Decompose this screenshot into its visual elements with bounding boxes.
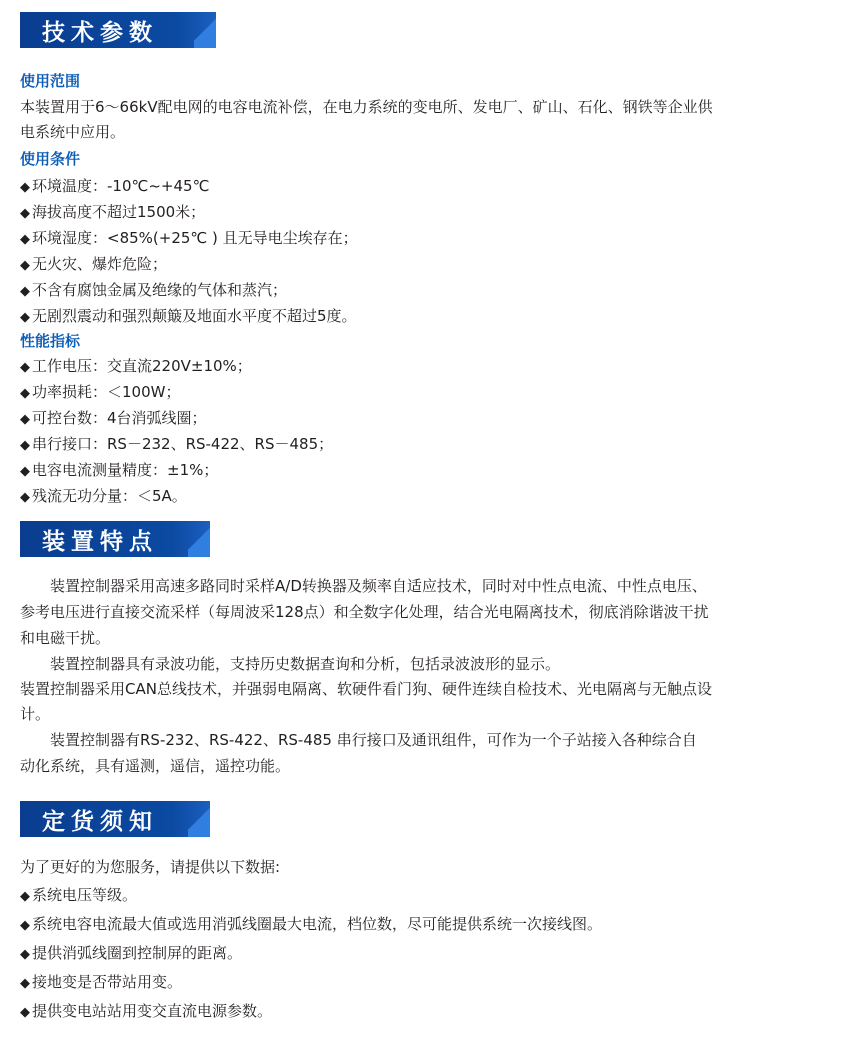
- features-p2: 装置控制器具有录波功能，支持历史数据查询和分析，包括录波波形的显示。: [20, 655, 561, 673]
- condition-item: ◆ 不含有腐蚀金属及绝缘的气体和蒸汽；: [20, 281, 288, 299]
- subheading-performance: 性能指标: [20, 332, 81, 350]
- section-title-order: 定货须知: [42, 808, 158, 835]
- performance-item: ◆ 串行接口：RS－232、RS-422、RS－485；: [20, 435, 334, 453]
- order-item: ◆ 系统电容电流最大值或选用消弧线圈最大电流，档位数，尽可能提供系统一次接线图。: [20, 915, 603, 933]
- diamond-icon: ◆: [20, 386, 30, 401]
- diamond-icon: ◆: [20, 206, 30, 221]
- performance-item: ◆ 功率损耗：＜100W；: [20, 383, 181, 401]
- features-p1-line3: 和电磁干扰。: [20, 629, 111, 647]
- order-item: ◆ 提供变电站站用变交直流电源参数。: [20, 1002, 273, 1020]
- features-p1-line1: 装置控制器采用高速多路同时采样A/D转换器及频率自适应技术，同时对中性点电流、中性点电压、: [20, 577, 707, 595]
- diamond-icon: ◆: [20, 490, 30, 505]
- diamond-icon: ◆: [20, 180, 30, 195]
- condition-item: ◆ 环境湿度：<85%(+25℃ ) 且无导电尘埃存在；: [20, 229, 358, 247]
- diamond-icon: ◆: [20, 258, 30, 273]
- diamond-icon: ◆: [20, 284, 30, 299]
- condition-item: ◆ 无火灾、爆炸危险；: [20, 255, 168, 273]
- diamond-icon: ◆: [20, 412, 30, 427]
- order-item: ◆ 接地变是否带站用变。: [20, 973, 183, 991]
- diamond-icon: ◆: [20, 438, 30, 453]
- features-p3-line2: 计。: [20, 705, 51, 723]
- condition-item: ◆ 海拔高度不超过1500米；: [20, 203, 206, 221]
- diamond-icon: ◆: [20, 464, 30, 479]
- diamond-icon: ◆: [20, 1005, 30, 1020]
- order-intro: 为了更好的为您服务，请提供以下数据:: [20, 858, 281, 876]
- order-item: ◆ 系统电压等级。: [20, 886, 138, 904]
- features-p1-line2: 参考电压进行直接交流采样（每周波采128点）和全数字化处理，结合光电隔离技术，彻底消除谐波干扰: [20, 603, 709, 621]
- scope-text-line2: 电系统中应用。: [20, 123, 126, 141]
- condition-item: ◆ 无剧烈震动和强烈颠簸及地面水平度不超过5度。: [20, 307, 357, 325]
- diamond-icon: ◆: [20, 360, 30, 375]
- features-p4-line2: 动化系统，具有遥测，遥信，遥控功能。: [20, 757, 291, 775]
- performance-item: ◆ 残流无功分量：＜5A。: [20, 487, 187, 505]
- banner-corner-decoration: [194, 12, 216, 48]
- features-p3-line1: 装置控制器采用CAN总线技术，并强弱电隔离、软硬件看门狗、硬件连续自检技术、光电隔离与无触点设: [20, 680, 712, 698]
- performance-item: ◆ 可控台数：4台消弧线圈；: [20, 409, 207, 427]
- diamond-icon: ◆: [20, 918, 30, 933]
- subheading-scope: 使用范围: [20, 72, 81, 90]
- scope-text-line1: 本装置用于6～66kV配电网的电容电流补偿，在电力系统的变电所、发电厂、矿山、石化、钢铁等企业供: [20, 98, 713, 116]
- banner-corner-decoration: [188, 521, 210, 557]
- section-banner-features: [20, 521, 210, 557]
- diamond-icon: ◆: [20, 889, 30, 904]
- banner-corner-decoration: [188, 801, 210, 837]
- diamond-icon: ◆: [20, 947, 30, 962]
- diamond-icon: ◆: [20, 976, 30, 991]
- features-p4-line1: 装置控制器有RS-232、RS-422、RS-485 串行接口及通讯组件，可作为一个子站接入各种综合自: [20, 731, 697, 749]
- performance-item: ◆ 电容电流测量精度：±1%；: [20, 461, 219, 479]
- subheading-conditions: 使用条件: [20, 150, 81, 168]
- section-banner-tech: [20, 12, 216, 48]
- performance-item: ◆ 工作电压：交直流220V±10%；: [20, 357, 252, 375]
- diamond-icon: ◆: [20, 232, 30, 247]
- diamond-icon: ◆: [20, 310, 30, 325]
- condition-item: ◆ 环境温度：-10℃~+45℃: [20, 177, 210, 195]
- section-title-tech: 技术参数: [42, 19, 158, 46]
- order-item: ◆ 提供消弧线圈到控制屏的距离。: [20, 944, 243, 962]
- section-title-features: 装置特点: [42, 528, 158, 555]
- section-banner-order: [20, 801, 210, 837]
